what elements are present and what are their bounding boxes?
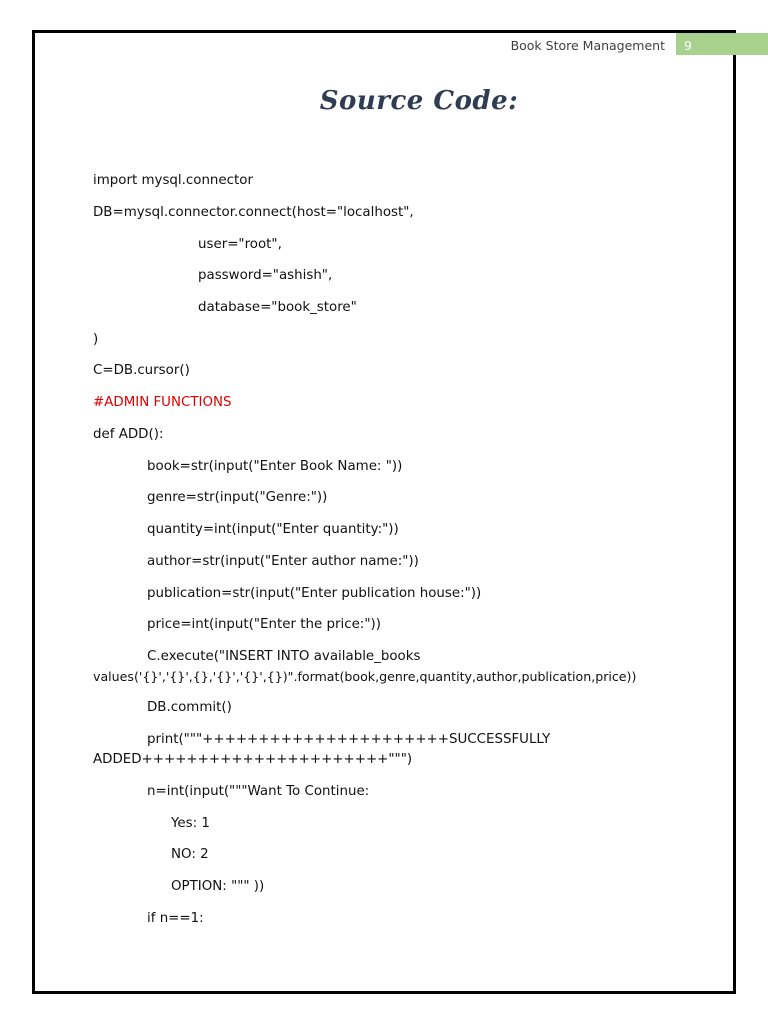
code-line: if n==1: bbox=[147, 911, 204, 926]
code-line: price=int(input("Enter the price:")) bbox=[147, 617, 381, 632]
code-line: Yes: 1 bbox=[171, 816, 210, 831]
code-line: C=DB.cursor() bbox=[93, 363, 190, 378]
code-line: NO: 2 bbox=[171, 847, 209, 862]
code-line: DB=mysql.connector.connect(host="localhost", bbox=[93, 205, 414, 220]
code-line: OPTION: """ )) bbox=[171, 879, 265, 894]
page-title: Source Code: bbox=[319, 86, 519, 116]
code-line: password="ashish", bbox=[198, 268, 333, 283]
code-line: DB.commit() bbox=[147, 700, 232, 715]
code-line: database="book_store" bbox=[198, 300, 357, 315]
code-line: user="root", bbox=[198, 237, 282, 252]
code-line: book=str(input("Enter Book Name: ")) bbox=[147, 459, 403, 474]
code-line: author=str(input("Enter author name:")) bbox=[147, 554, 419, 569]
code-line: genre=str(input("Genre:")) bbox=[147, 490, 328, 505]
code-comment: #ADMIN FUNCTIONS bbox=[93, 395, 232, 410]
code-line: C.execute("INSERT INTO available_books bbox=[147, 649, 421, 664]
header-title: Book Store Management bbox=[510, 38, 665, 53]
code-line: print("""++++++++++++++++++++++SUCCESSFULLY bbox=[147, 732, 551, 747]
code-line: import mysql.connector bbox=[93, 173, 253, 188]
code-line: publication=str(input("Enter publication house:")) bbox=[147, 586, 482, 601]
code-line: ) bbox=[93, 332, 99, 347]
code-line: n=int(input("""Want To Continue: bbox=[147, 784, 370, 799]
code-line: values('{}','{}',{},'{}','{}',{})".format(book,genre,quantity,author,publication,price)) bbox=[93, 669, 637, 684]
page-number: 9 bbox=[684, 38, 692, 53]
code-line: def ADD(): bbox=[93, 427, 164, 442]
code-line: quantity=int(input("Enter quantity:")) bbox=[147, 522, 399, 537]
code-line: ADDED++++++++++++++++++++++""") bbox=[93, 752, 413, 767]
